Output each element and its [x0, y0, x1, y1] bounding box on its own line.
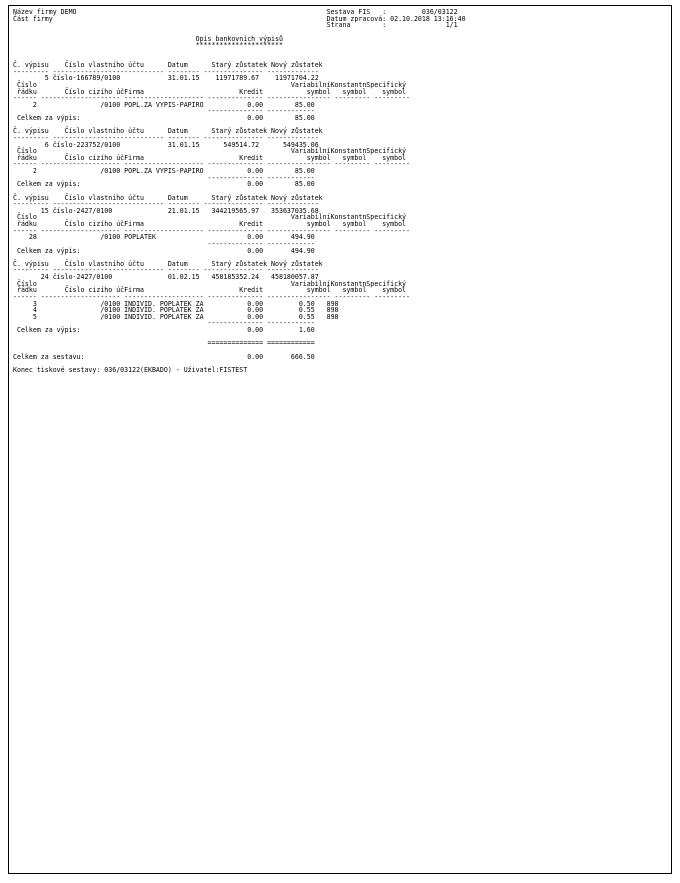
header-company-line: Název firmy DEMO Sestava FIS : 036/03122: [13, 8, 458, 16]
statement-line-row: 3 /0100 INDIVID. POPLATEK ZA 0.00 0.50 898: [13, 299, 339, 308]
lines-header-row-2: řádku Číslo cizího účFirma Kredit symbol symbol symbol: [13, 87, 407, 96]
total-rule: -------------- ------------: [13, 107, 315, 116]
report-sheet: [8, 5, 672, 874]
statement-total-row: Celkem za výpis: 0.00 85.00: [13, 114, 315, 122]
statement-header-rule: --------- ---------------------------- -------- --------------- -------------: [13, 133, 319, 142]
total-rule: -------------- ------------: [13, 239, 315, 248]
statement-header-row: Č. výpisu Číslo vlastního účtu Datum Starý zůstatek Nový zůstatek: [13, 127, 323, 136]
statement-line-row: 2 /0100 POPL.ZA VYPIS-PAPIRO 0.00 85.00: [13, 167, 315, 175]
statement-row: 5 číslo-166789/0100 31.01.15 11971789.67 11971704.22: [13, 74, 319, 83]
lines-header-row-1: Číslo VariabilníKonstantnSpecifický: [13, 279, 407, 288]
total-rule: -------------- ------------: [13, 319, 315, 328]
header-page-line: Strana : 1/1: [13, 21, 458, 30]
statement-header-row: Č. výpisu Číslo vlastního účtu Datum Starý zůstatek Nový zůstatek: [13, 259, 323, 268]
statement-line-row: 5 /0100 INDIVID. POPLATEK ZA 0.00 0.55 898: [13, 312, 339, 321]
lines-header-row-2: řádku Číslo cizího účFirma Kredit symbol symbol symbol: [13, 286, 407, 295]
lines-header-rule: ------ -------------------- -------------------- -------------- ---------------- --------- ---------: [13, 160, 410, 169]
header-division-line: Část firmy Datum zpracová: 02.10.2018 13:16:40: [13, 14, 466, 23]
report-title-underline: **********************: [13, 41, 283, 50]
statement-line-row: 28 /0100 POPLATEK 0.00 494.90: [13, 233, 315, 242]
total-rule: -------------- ------------: [13, 173, 315, 182]
lines-header-row-2: řádku Číslo cizího účFirma Kredit symbol symbol symbol: [13, 220, 407, 228]
statement-row: 15 číslo-2427/0100 21.01.15 344219565.97 353637035.68: [13, 206, 319, 215]
statement-total-row: Celkem za výpis: 0.00 1.60: [13, 326, 315, 334]
statement-row: 24 číslo-2427/0100 01.02.15 458185352.24 458180057.87: [13, 273, 319, 281]
statement-line-row: 4 /0100 INDIVID. POPLATEK ZA 0.00 0.55 898: [13, 306, 339, 315]
lines-header-rule: ------ -------------------- -------------------- -------------- ---------------- --------- ---------: [13, 292, 410, 301]
statement-line-row: 2 /0100 POPL.ZA VYPIS-PAPIRO 0.00 85.00: [13, 100, 315, 109]
bank-statements-report: [13, 9, 466, 373]
lines-header-row-1: Číslo VariabilníKonstantnSpecifický: [13, 213, 407, 222]
lines-header-row-1: Číslo VariabilníKonstantnSpecifický: [13, 147, 407, 156]
report-title: Opis bankovních výpisů: [13, 34, 283, 43]
lines-header-row-2: řádku Číslo cizího účFirma Kredit symbol symbol symbol: [13, 153, 407, 162]
lines-header-row-1: Číslo VariabilníKonstantnSpecifický: [13, 80, 407, 89]
statement-header-rule: --------- ---------------------------- -------- --------------- -------------: [13, 266, 319, 275]
statement-total-row: Celkem za výpis: 0.00 85.00: [13, 180, 315, 189]
report-footer: Konec tiskové sestavy: 036/03122(EKBADO) - Uživatel:FISTEST: [13, 365, 248, 374]
statement-row: 6 číslo-223752/0100 31.01.15 549514.72 549435.06: [13, 140, 319, 149]
statement-total-row: Celkem za výpis: 0.00 494.90: [13, 246, 315, 255]
statement-header-row: Č. výpisu Číslo vlastního účtu Datum Starý zůstatek Nový zůstatek: [13, 193, 323, 202]
statement-header-rule: --------- ---------------------------- -------- --------------- -------------: [13, 67, 319, 76]
statement-header-row: Č. výpisu Číslo vlastního účtu Datum Starý zůstatek Nový zůstatek: [13, 61, 323, 69]
lines-header-rule: ------ -------------------- -------------------- -------------- ---------------- --------- ---------: [13, 226, 410, 235]
report-total-row: Celkem za sestavu: 0.00 666.50: [13, 352, 315, 361]
lines-header-rule: ------ -------------------- -------------------- -------------- ---------------- --------- ---------: [13, 94, 410, 103]
statement-header-rule: --------- ---------------------------- -------- --------------- -------------: [13, 200, 319, 209]
report-total-rule: ============== ============: [13, 339, 315, 348]
